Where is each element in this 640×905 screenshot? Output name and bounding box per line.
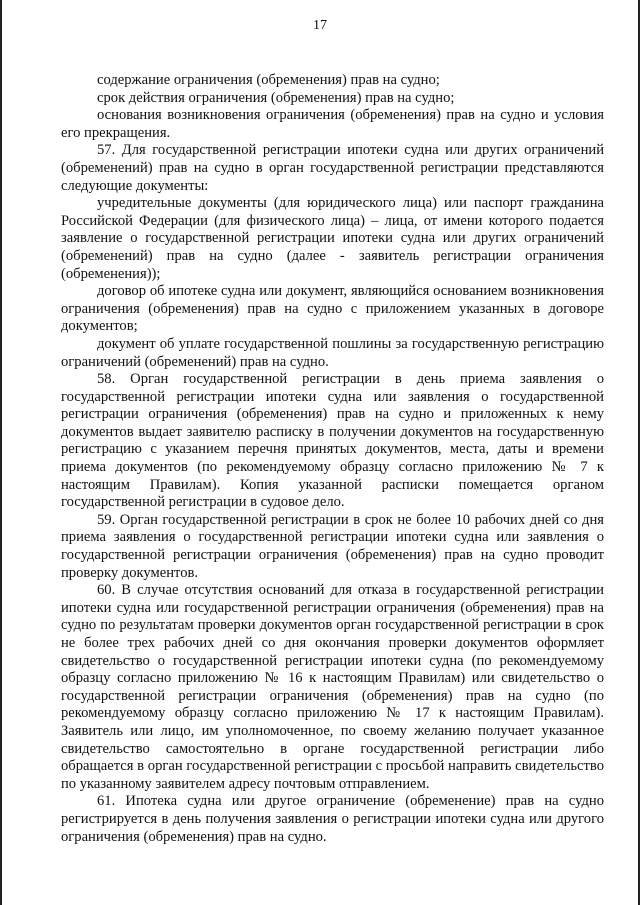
scan-edge-left bbox=[0, 0, 2, 905]
page-number: 17 bbox=[313, 18, 327, 33]
paragraph-61: 61. Ипотека судна или другое ограничение (обременение) прав на судно регистрируется в день получения заявления о регистрации ипотеки судна или другого ограничения (обременения) прав на судно. bbox=[61, 793, 604, 845]
paragraph-restriction-term: срок действия ограничения (обременения) прав на судно; bbox=[97, 89, 455, 106]
paragraph-57: 57. Для государственной регистрации ипотеки судна или других ограничений (обременений) прав на судно в орган государственной регистрации представляются следующие документы: bbox=[61, 142, 604, 194]
paragraph-mortgage-agreement: договор об ипотеке судна или документ, являющийся основанием возникновения ограничения (обременения) прав на судно с приложением указанных в договоре документов; bbox=[61, 283, 604, 335]
paragraph-58: 58. Орган государственной регистрации в день приема заявления о государственной регистрации ипотеки судна или заявления о государственной регистрации ограничения (обременения) прав на судно и приложенных к нему документов выдает заявителю расписку в получении документов на государственную регистрацию с указанием перечня принятых документов, места, даты и времени приема документов (по рекомендуемому образцу согласно приложению № 7 к настоящим Правилам). Копия указанной расписки помещается органом государственной регистрации в судовое дело. bbox=[61, 371, 604, 511]
document-body bbox=[61, 72, 604, 846]
paragraph-60: 60. В случае отсутствия оснований для отказа в государственной регистрации ипотеки судна или государственной регистрации ограничения (обременения) прав на судно по результатам проверки документов орган государственной регистрации в срок не более трех рабочих дней со дня окончания проверки документов оформляет свидетельство о государственной регистрации ипотеки судна (по рекомендуемому образцу согласно приложению № 16 к настоящим Правилам) или свидетельство о государственной регистрации ограничения (обременения) прав на судно (по рекомендуемому образцу согласно приложению № 17 к настоящим Правилам). Заявитель или лицо, им уполномоченное, по своему желанию получает указанное свидетельство самостоятельно в органе государственной регистрации либо обращается в орган государственной регистрации с просьбой направить свидетельство по указанному заявителем адресу почтовым отправлением. bbox=[61, 582, 604, 792]
paragraph-restriction-grounds: основания возникновения ограничения (обременения) прав на судно и условия его прекращения. bbox=[61, 107, 604, 141]
paragraph-fee-payment: документ об уплате государственной пошлины за государственную регистрацию ограничений (обременений) прав на судно. bbox=[61, 335, 604, 370]
paragraph-restriction-content: содержание ограничения (обременения) прав на судно; bbox=[97, 72, 440, 88]
paragraph-founding-documents: учредительные документы (для юридического лица) или паспорт гражданина Российской Федерации (для физического лица) – лица, от имени которого подается заявление о государственной регистрации ипотеки судна или других ограничений (обременений) прав на судно (далее - заявитель регистрации ограничения (обременения)); bbox=[61, 195, 604, 282]
paragraph-59: 59. Орган государственной регистрации в срок не более 10 рабочих дней со дня приема заявления о государственной регистрации ипотеки судна или заявления о государственной регистрации ограничения (обременения) прав на судно проводит проверку документов. bbox=[61, 511, 604, 581]
